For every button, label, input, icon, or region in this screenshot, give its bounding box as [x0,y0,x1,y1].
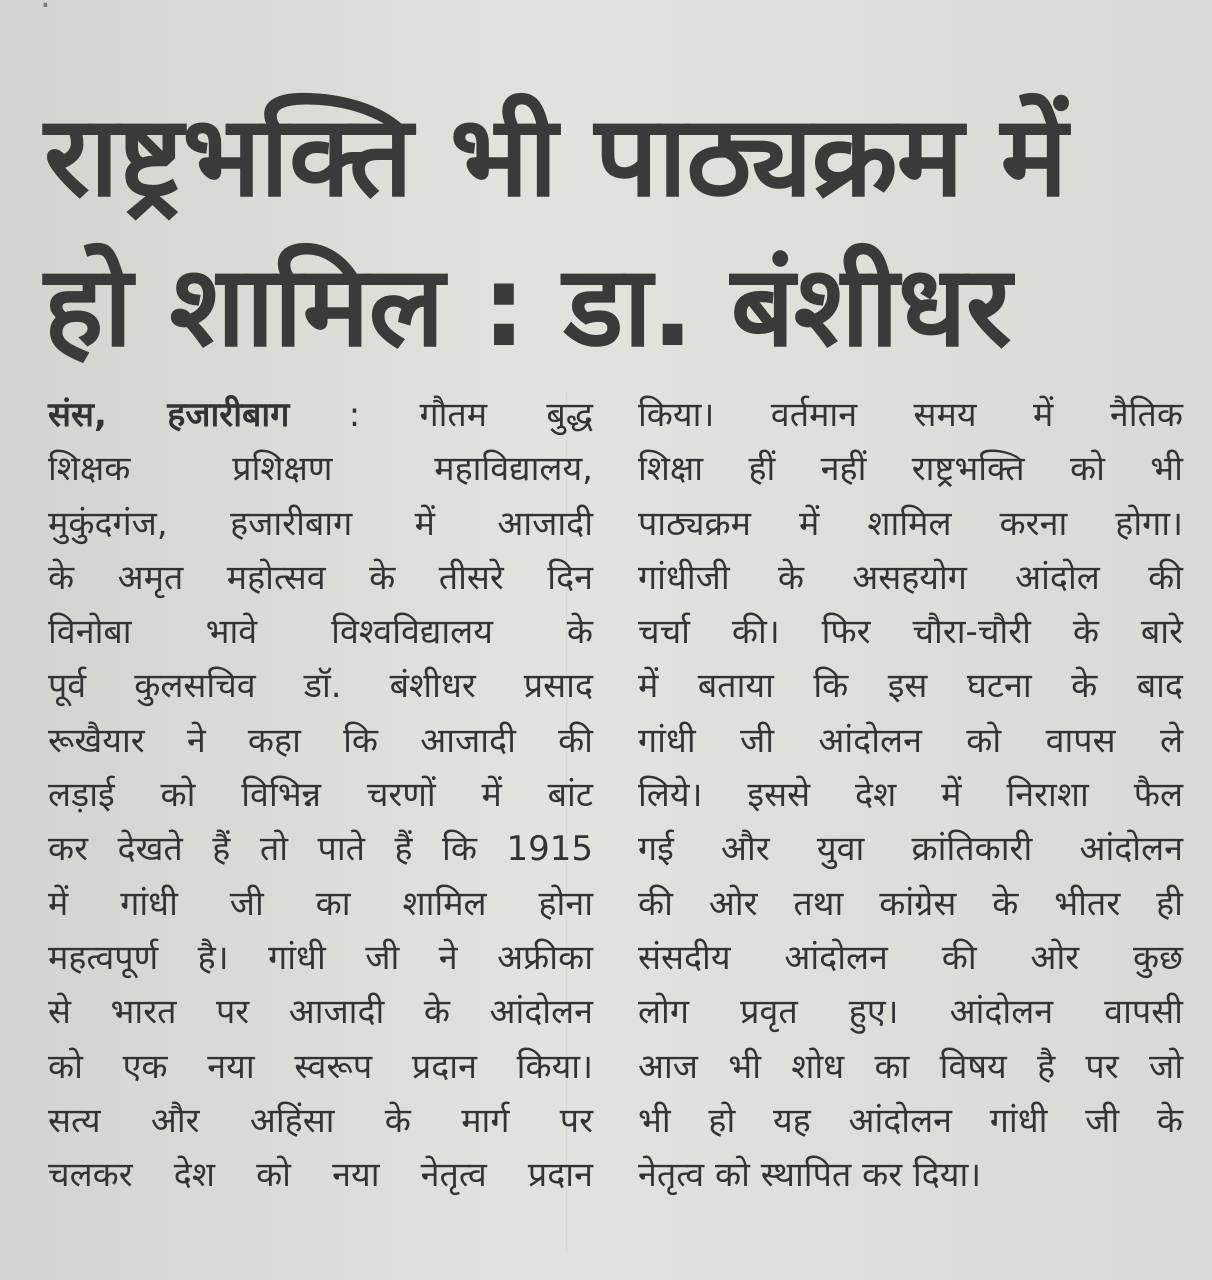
article-line [48,388,593,442]
article-line: से भारत पर आजादी के आंदोलन [48,992,593,1033]
cropped-previous-text [40,0,1180,14]
headline-line-2: हो शामिल : डा. बंशीधर [44,242,1011,372]
article-line: चर्चा की। फिर चौरा-चौरी के बारे [638,612,1183,653]
article-line: में गांधी जी का शामिल होना [48,883,593,924]
article-line: में बताया कि इस घटना के बाद [638,666,1183,707]
article-line: नेतृत्व को स्थापित कर दिया। [638,1155,982,1196]
article-column-right [638,388,1183,1202]
article-line: पूर्व कुलसचिव डॉ. बंशीधर प्रसाद [48,666,593,707]
article-line: सत्य और अहिंसा के मार्ग पर [48,1100,593,1141]
article-line: किया। वर्तमान समय में नैतिक [638,395,1183,435]
article-line: लिये। इससे देश में निराशा फैल [638,775,1183,816]
article-line: शिक्षा हीं नहीं राष्ट्रभक्ति को भी [638,449,1183,490]
article-line: भी हो यह आंदोलन गांधी जी के [638,1100,1183,1141]
article-line: संसदीय आंदोलन की ओर कुछ [638,937,1183,978]
article-line: के अमृत महोत्सव के तीसरे दिन [48,557,593,598]
article-line: मुकुंदगंज, हजारीबाग में आजादी [48,503,593,544]
article-body [48,388,1183,1268]
article-line: गांधी जी आंदोलन को वापस ले [638,720,1183,761]
article-line: गांधीजी के असहयोग आंदोल की [638,557,1183,598]
article-line: गई और युवा क्रांतिकारी आंदोलन [638,829,1183,870]
article-line: को एक नया स्वरूप प्रदान किया। [48,1046,593,1087]
dateline: संस, हजारीबाग [48,395,290,435]
article-line-text: : गौतम बुद्ध [289,395,593,435]
article-column-left [48,388,593,1202]
article-line: महत्वपूर्ण है। गांधी जी ने अफ्रीका [48,937,593,978]
headline [44,82,1194,382]
article-line: विनोबा भावे विश्वविद्यालय के [48,612,593,653]
article-line: की ओर तथा कांग्रेस के भीतर ही [638,883,1183,924]
article-line: लड़ाई को विभिन्न चरणों में बांट [48,775,593,816]
article-line: लोग प्रवृत हुए। आंदोलन वापसी [638,992,1183,1033]
article-line: कर देखते हैं तो पाते हैं कि 1915 [48,829,593,870]
headline-line-1: राष्ट्रभक्ति भी पाठ्यक्रम में [44,92,1067,222]
article-line: रूखैयार ने कहा कि आजादी की [48,720,593,761]
article-line: शिक्षक प्रशिक्षण महाविद्यालय, [48,449,593,490]
article-line: पाठ्यक्रम में शामिल करना होगा। [638,503,1183,544]
article-line: चलकर देश को नया नेतृत्व प्रदान [48,1155,593,1196]
article-line: आज भी शोध का विषय है पर जो [638,1046,1183,1087]
